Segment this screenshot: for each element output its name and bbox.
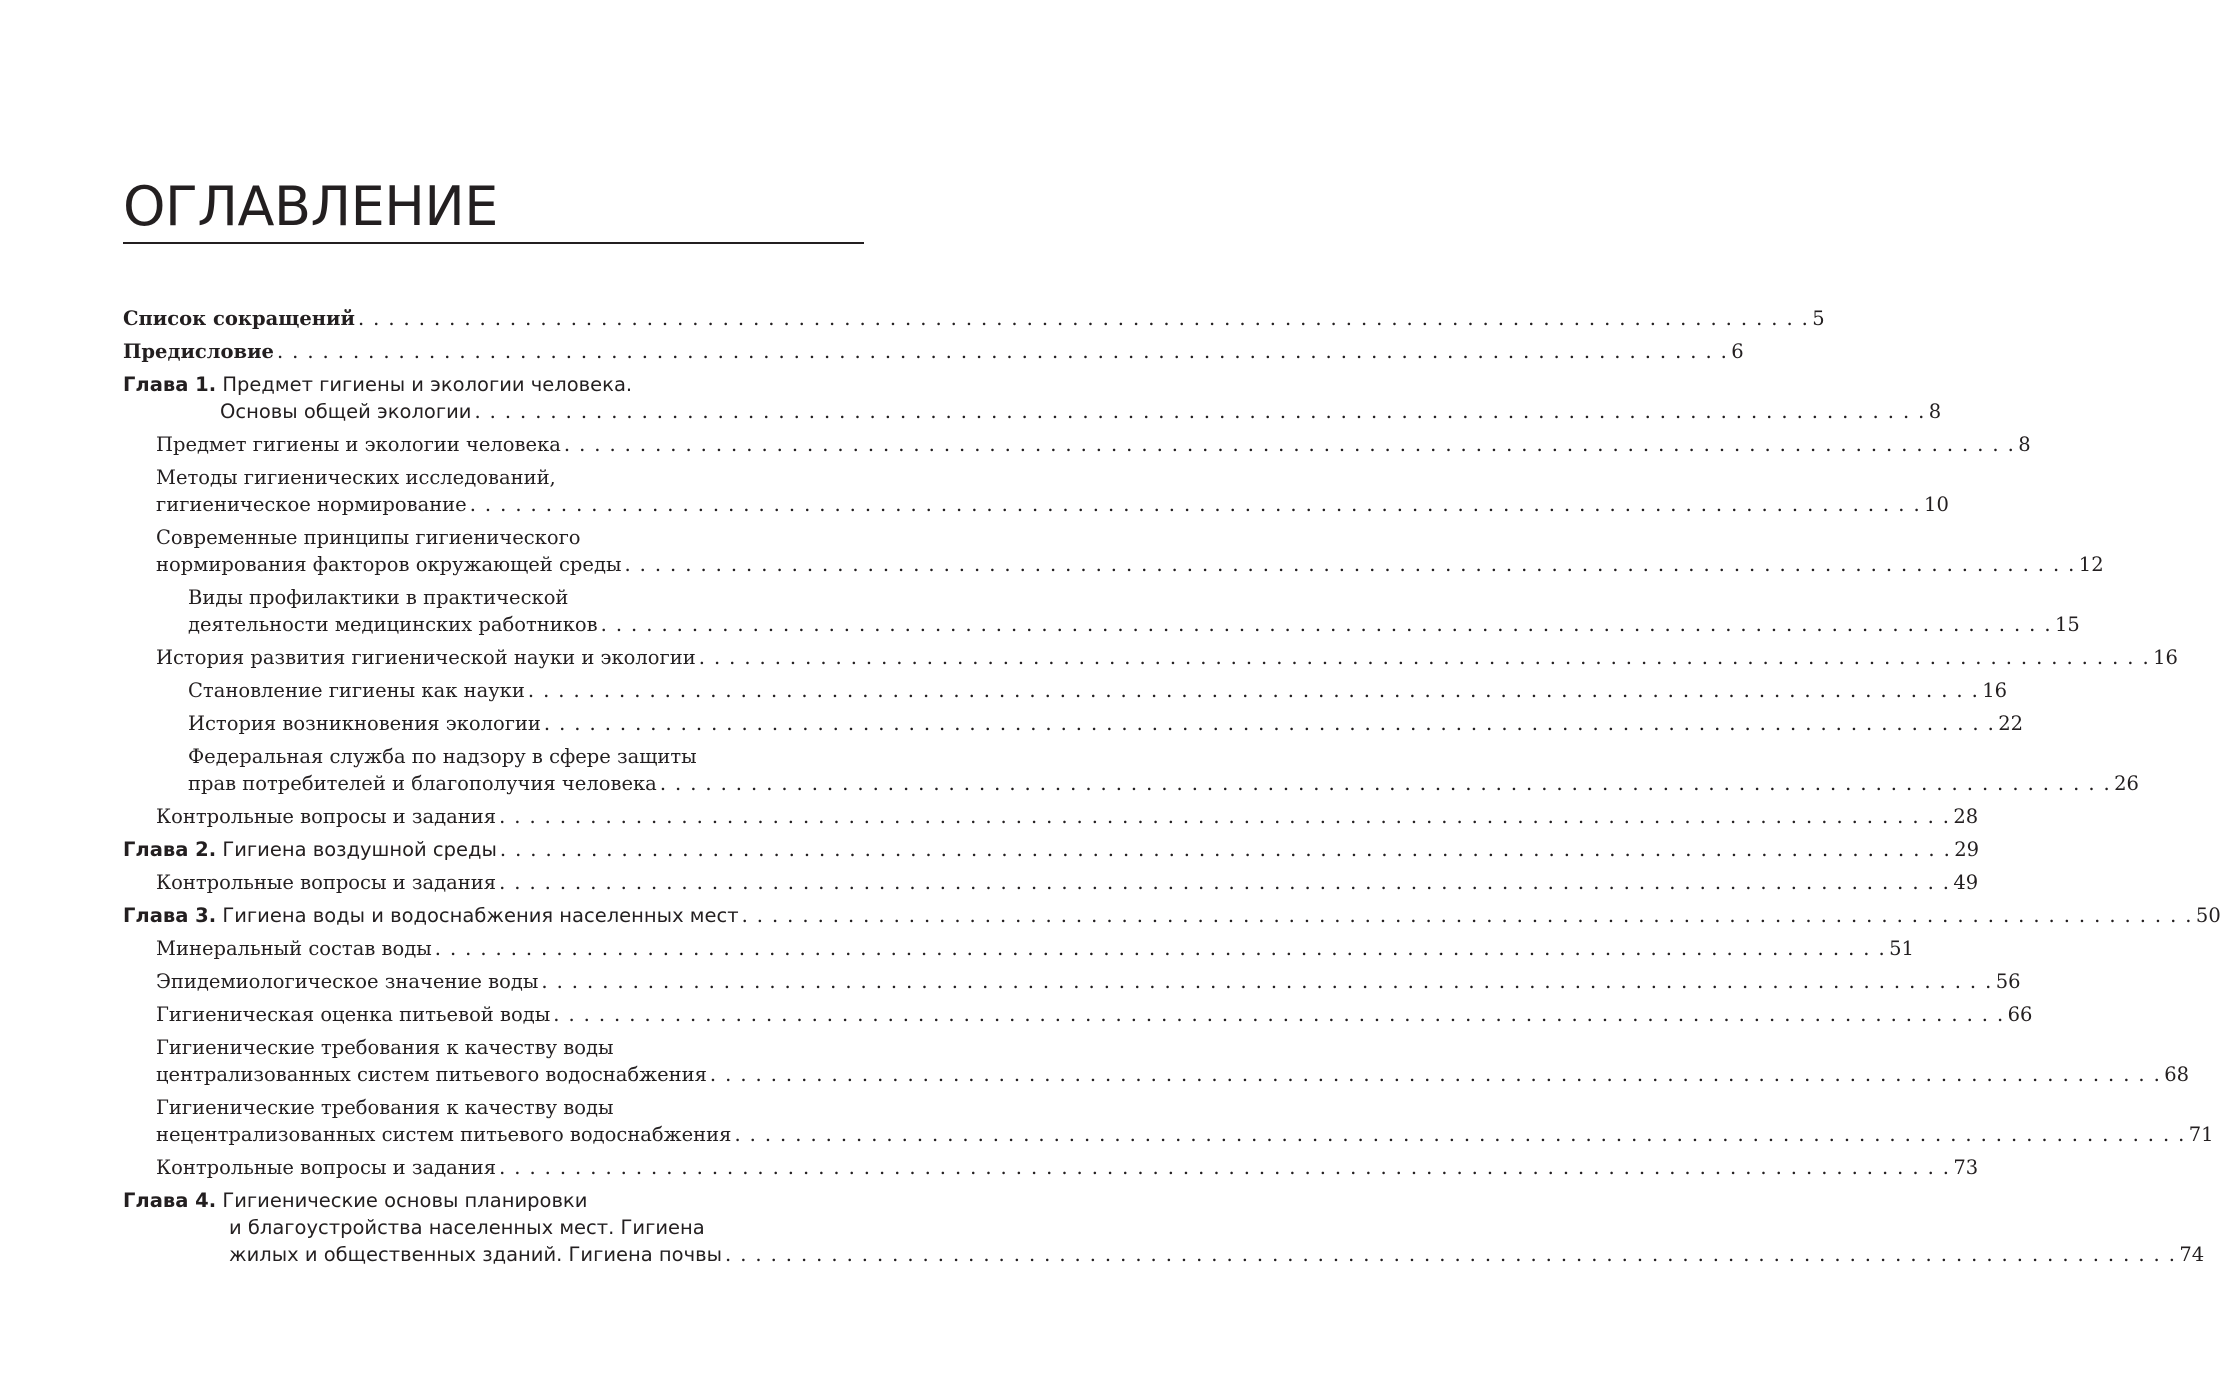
leader-dots: . . . . . . . . . . . . . . . . . . . . . . . . . . . . . . . . . . . . . . . . . . . . . . . . . . . . . . . . . . . . . . . . . . . . . . . . . . . . . . . . . . . . . . . . . . . . . . . . [624,553,2076,576]
toc-entry-title: нецентрализованных систем питьевого водоснабжения [156,1123,732,1146]
toc-entry-title: Методы гигиенических исследований, [156,466,556,489]
toc-section[interactable] [123,431,2031,458]
toc-page-number: 74 [2179,1243,2205,1266]
toc-subsection[interactable] [123,743,2139,797]
chapter-label: Глава 4. [123,1189,217,1212]
leader-dots: . . . . . . . . . . . . . . . . . . . . . . . . . . . . . . . . . . . . . . . . . . . . . . . . . . . . . . . . . . . . . . . . . . . . . . . . . . . . . . . . . . . . . . . . . . . . . . . . [709,1063,2162,1086]
toc-page-number: 50 [2195,904,2221,927]
chapter-title-line: Предмет гигиены и экологии человека. [222,373,633,396]
leader-dots: . . . . . . . . . . . . . . . . . . . . . . . . . . . . . . . . . . . . . . . . . . . . . . . . . . . . . . . . . . . . . . . . . . . . . . . . . . . . . . . . . . . . . . . . . . . . . . . . [474,400,1926,423]
leader-dots: . . . . . . . . . . . . . . . . . . . . . . . . . . . . . . . . . . . . . . . . . . . . . . . . . . . . . . . . . . . . . . . . . . . . . . . . . . . . . . . . . . . . . . . . . . . . . . . . [543,712,1996,735]
toc-subsection[interactable] [123,677,2008,704]
toc-page-number: 68 [2164,1063,2190,1086]
toc-entry-title: Минеральный состав воды [156,937,432,960]
toc-page-number: 22 [1998,712,2024,735]
toc-entry-title: История развития гигиенической науки и экологии [156,646,696,669]
chapter-label: Глава 3. [123,904,217,927]
toc-page-number: 16 [1982,679,2008,702]
chapter-label: Глава 2. [123,838,217,861]
leader-dots: . . . . . . . . . . . . . . . . . . . . . . . . . . . . . . . . . . . . . . . . . . . . . . . . . . . . . . . . . . . . . . . . . . . . . . . . . . . . . . . . . . . . . . . . . . . . . . . . [499,871,1951,894]
leader-dots: . . . . . . . . . . . . . . . . . . . . . . . . . . . . . . . . . . . . . . . . . . . . . . . . . . . . . . . . . . . . . . . . . . . . . . . . . . . . . . . . . . . . . . . . . . . . . . . . [276,340,1729,363]
toc-entry-title: Предмет гигиены и экологии человека [156,433,561,456]
toc-entry-title: прав потребителей и благополучия человека [188,772,657,795]
toc-section[interactable] [123,803,1979,830]
leader-dots: . . . . . . . . . . . . . . . . . . . . . . . . . . . . . . . . . . . . . . . . . . . . . . . . . . . . . . . . . . . . . . . . . . . . . . . . . . . . . . . . . . . . . . . . . . . . . . . . [499,838,1952,861]
toc-entry-title: Предисловие [123,340,274,363]
toc-section[interactable] [123,869,1979,896]
leader-dots: . . . . . . . . . . . . . . . . . . . . . . . . . . . . . . . . . . . . . . . . . . . . . . . . . . . . . . . . . . . . . . . . . . . . . . . . . . . . . . . . . . . . . . . . . . . . . . . . [741,904,2193,927]
toc-entry-title: Современные принципы гигиенического [156,526,581,549]
toc-page-number: 71 [2188,1123,2214,1146]
leader-dots: . . . . . . . . . . . . . . . . . . . . . . . . . . . . . . . . . . . . . . . . . . . . . . . . . . . . . . . . . . . . . . . . . . . . . . . . . . . . . . . . . . . . . . . . . . . . . . . . [527,679,1980,702]
toc-section[interactable] [123,935,1914,962]
toc-entry-title: Федеральная служба по надзору в сфере защиты [188,745,697,768]
toc-page-number: 56 [1995,970,2021,993]
leader-dots: . . . . . . . . . . . . . . . . . . . . . . . . . . . . . . . . . . . . . . . . . . . . . . . . . . . . . . . . . . . . . . . . . . . . . . . . . . . . . . . . . . . . . . . . . . . . . . . . [499,1156,1951,1179]
toc-section[interactable] [123,644,2178,671]
chapter-title-line: и благоустройства населенных мест. Гигиена [229,1216,705,1239]
toc-page-number: 29 [1954,838,1980,861]
toc-chapter-1[interactable] [123,371,1942,425]
toc-entry-title: деятельности медицинских работников [188,613,598,636]
leader-dots: . . . . . . . . . . . . . . . . . . . . . . . . . . . . . . . . . . . . . . . . . . . . . . . . . . . . . . . . . . . . . . . . . . . . . . . . . . . . . . . . . . . . . . . . . . . . . . . . [357,307,1810,330]
toc-section[interactable] [123,968,2021,995]
page-title: ОГЛАВЛЕНИЕ [123,175,498,238]
toc-section[interactable] [123,1001,2033,1028]
chapter-title-line: Гигиена воды и водоснабжения населенных мест [222,904,739,927]
toc-entry-title: Становление гигиены как науки [188,679,525,702]
toc-page-number: 8 [1928,400,1942,423]
leader-dots: . . . . . . . . . . . . . . . . . . . . . . . . . . . . . . . . . . . . . . . . . . . . . . . . . . . . . . . . . . . . . . . . . . . . . . . . . . . . . . . . . . . . . . . . . . . . . . . . [434,937,1887,960]
title-underline [123,242,864,244]
toc-entry-title: Контрольные вопросы и задания [156,1156,497,1179]
toc-section[interactable] [123,1034,2190,1088]
toc-entry-title: Контрольные вопросы и задания [156,805,497,828]
toc-entry-title: гигиеническое нормирование [156,493,467,516]
toc-entry-title: Эпидемиологическое значение воды [156,970,539,993]
chapter-label: Глава 1. [123,373,217,396]
toc-entry-title: Гигиенические требования к качеству воды [156,1096,614,1119]
toc-page-number: 12 [2078,553,2104,576]
toc-entry-preface[interactable] [123,338,1744,365]
leader-dots: . . . . . . . . . . . . . . . . . . . . . . . . . . . . . . . . . . . . . . . . . . . . . . . . . . . . . . . . . . . . . . . . . . . . . . . . . . . . . . . . . . . . . . . . . . . . . . . . [499,805,1951,828]
chapter-title-line: Основы общей экологии [220,400,472,423]
leader-dots: . . . . . . . . . . . . . . . . . . . . . . . . . . . . . . . . . . . . . . . . . . . . . . . . . . . . . . . . . . . . . . . . . . . . . . . . . . . . . . . . . . . . . . . . . . . . . . . . [734,1123,2186,1146]
toc-entry-title: Список сокращений [123,307,355,330]
toc-page-number: 8 [2018,433,2031,456]
leader-dots: . . . . . . . . . . . . . . . . . . . . . . . . . . . . . . . . . . . . . . . . . . . . . . . . . . . . . . . . . . . . . . . . . . . . . . . . . . . . . . . . . . . . . . . . . . . . . . . . [725,1243,2177,1266]
toc-page-number: 66 [2007,1003,2033,1026]
toc-section[interactable] [123,1094,2214,1148]
toc-page-number: 15 [2054,613,2080,636]
toc-subsection[interactable] [123,710,2024,737]
toc-page-number: 10 [1924,493,1949,516]
leader-dots: . . . . . . . . . . . . . . . . . . . . . . . . . . . . . . . . . . . . . . . . . . . . . . . . . . . . . . . . . . . . . . . . . . . . . . . . . . . . . . . . . . . . . . . . . . . . . . . . [469,493,1922,516]
toc-page-number: 26 [2114,772,2139,795]
toc-page-number: 51 [1889,937,1914,960]
toc-entry-title: нормирования факторов окружающей среды [156,553,622,576]
toc-page-number: 6 [1731,340,1744,363]
toc-subsection[interactable] [123,584,2080,638]
toc-entry-title: Гигиеническая оценка питьевой воды [156,1003,551,1026]
chapter-title-line: Гигиена воздушной среды [222,838,497,861]
toc-page-number: 73 [1953,1156,1979,1179]
toc-section[interactable] [123,464,1949,518]
toc-chapter-2[interactable] [123,836,1980,863]
toc-entry-title: централизованных систем питьевого водоснабжения [156,1063,707,1086]
chapter-title-line: Гигиенические основы планировки [222,1189,588,1212]
leader-dots: . . . . . . . . . . . . . . . . . . . . . . . . . . . . . . . . . . . . . . . . . . . . . . . . . . . . . . . . . . . . . . . . . . . . . . . . . . . . . . . . . . . . . . . . . . . . . . . . [698,646,2151,669]
toc-entry-title: Виды профилактики в практической [188,586,569,609]
table-of-contents [123,302,2221,1268]
toc-page-number: 5 [1812,307,1825,330]
toc-entry-title: Гигиенические требования к качеству воды [156,1036,614,1059]
leader-dots: . . . . . . . . . . . . . . . . . . . . . . . . . . . . . . . . . . . . . . . . . . . . . . . . . . . . . . . . . . . . . . . . . . . . . . . . . . . . . . . . . . . . . . . . . . . . . . . . [553,1003,2005,1026]
leader-dots: . . . . . . . . . . . . . . . . . . . . . . . . . . . . . . . . . . . . . . . . . . . . . . . . . . . . . . . . . . . . . . . . . . . . . . . . . . . . . . . . . . . . . . . . . . . . . . . . [600,613,2052,636]
toc-page-number: 49 [1953,871,1979,894]
toc-page-number: 28 [1953,805,1979,828]
toc-page-number: 16 [2153,646,2178,669]
toc-entry-title: История возникновения экологии [188,712,541,735]
toc-section[interactable] [123,524,2104,578]
leader-dots: . . . . . . . . . . . . . . . . . . . . . . . . . . . . . . . . . . . . . . . . . . . . . . . . . . . . . . . . . . . . . . . . . . . . . . . . . . . . . . . . . . . . . . . . . . . . . . . . [541,970,1993,993]
chapter-title-line: жилых и общественных зданий. Гигиена почвы [229,1243,722,1266]
leader-dots: . . . . . . . . . . . . . . . . . . . . . . . . . . . . . . . . . . . . . . . . . . . . . . . . . . . . . . . . . . . . . . . . . . . . . . . . . . . . . . . . . . . . . . . . . . . . . . . . [563,433,2016,456]
toc-entry-title: Контрольные вопросы и задания [156,871,497,894]
toc-entry-abbreviations[interactable] [123,305,1825,332]
toc-chapter-4[interactable] [123,1187,2205,1268]
toc-section[interactable] [123,1154,1979,1181]
toc-chapter-3[interactable] [123,902,2221,929]
leader-dots: . . . . . . . . . . . . . . . . . . . . . . . . . . . . . . . . . . . . . . . . . . . . . . . . . . . . . . . . . . . . . . . . . . . . . . . . . . . . . . . . . . . . . . . . . . . . . . . . [659,772,2112,795]
